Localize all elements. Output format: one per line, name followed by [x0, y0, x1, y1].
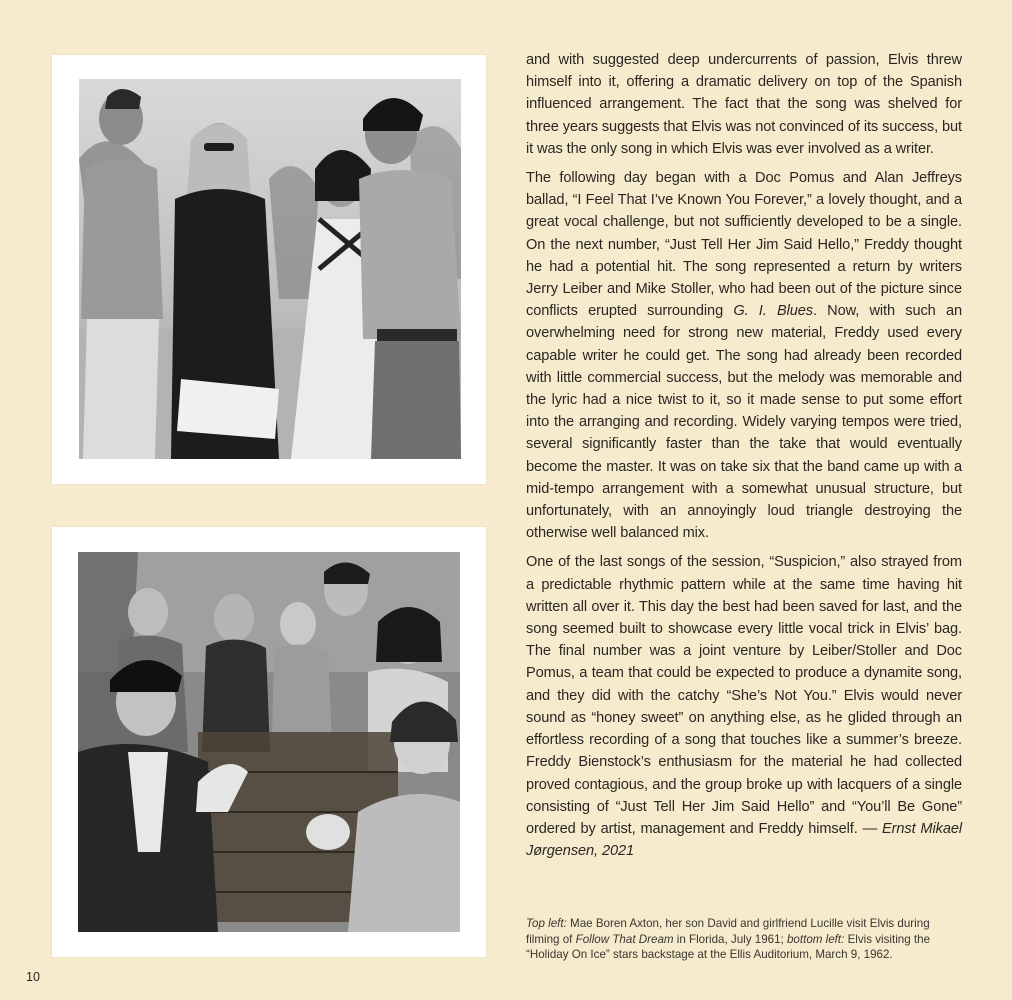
article-paragraph-2-part-b: . Now, with such an overwhelming need for strong new material, Freddy used every capable writer he could get. The song had already been recorded with little commercial success, but the melody was memorable and the lyric had a nice twist to it, so it made sense to put some effort into the arranging and recording. Widely varying tempos were tried, several significantly faster than the take that would eventually become the master. It was on take six that the band came up with a mid-tempo arrangement with a somewhat unusual structure, but unfortunately, with an annoyingly loud triangle destroying the otherwise well balanced mix.: [526, 303, 962, 542]
photo-top-four-people: [79, 79, 461, 459]
page-number: 10: [26, 970, 40, 984]
article-body: [526, 49, 962, 869]
photo-frame-top: [52, 55, 486, 484]
caption-film-title: Follow That Dream: [575, 932, 674, 946]
caption-bottom-label: bottom left:: [786, 932, 845, 946]
photo-caption: [526, 916, 966, 963]
article-paragraph-3: [526, 551, 962, 862]
film-title-gi-blues: G. I. Blues: [733, 303, 813, 320]
caption-top-text-a: Mae Boren Axton, her son David and girlfriend Lucille visit Elvis during filming of: [526, 917, 930, 946]
article-paragraph-3-text: One of the last songs of the session, “Suspicion,” also strayed from a predictable rhythmic pattern while at the same time having hit written all over it. This day the best had been saved for last, and the song seemed built to showcase every little vocal trick in Elvis’ bag. The final number was a joint venture by Leiber/Stoller and Doc Pomus, a team that could be expected to produce a dynamite song, and they did with the catchy “She’s Not You.” Elvis would never sound as “honey sweet” on anything else, as he glided through an effortless recording of a song that touches like a summer’s breeze. Freddy Bienstock’s enthusiasm for the material he had collected proved contagious, and the group broke up with lacquers of a single consisting of “Just Tell Her Jim Said Hello” and “You’ll Be Gone” ordered by artist, management and Freddy himself.: [526, 554, 962, 837]
article-paragraph-2: [526, 167, 962, 544]
caption-bottom-text: Elvis visiting the “Holiday On Ice” stars backstage at the Ellis Auditorium, March 9, 1962.: [526, 932, 931, 961]
photo-bottom-backstage-group: [78, 552, 460, 932]
caption-top-text-b: in Florida, July 1961;: [673, 932, 787, 946]
article-paragraph-2-part-a: The following day began with a Doc Pomus and Alan Jeffreys ballad, “I Feel That I’ve Known You Forever,” a lovely thought, and a great vocal challenge, but not sufficiently developed to be a single. On the next number, “Just Tell Her Jim Said Hello,” Freddy thought he had a potential hit. The song represented a return by writers Jerry Leiber and Mike Stoller, who had been out of the picture since conflicts erupted surrounding: [526, 170, 962, 320]
caption-top-label: Top left:: [526, 917, 567, 930]
photo-frame-bottom: [52, 527, 486, 957]
article-paragraph-1: and with suggested deep undercurrents of passion, Elvis threw himself into it, offering a dramatic delivery on top of the Spanish influenced arrangement. The fact that the song was shelved for three years suggests that Elvis was not convinced of its success, but it was the only song in which Elvis was ever involved as a writer.: [526, 52, 962, 157]
article-signature: — Ernst Mikael Jørgensen, 2021: [526, 820, 962, 860]
